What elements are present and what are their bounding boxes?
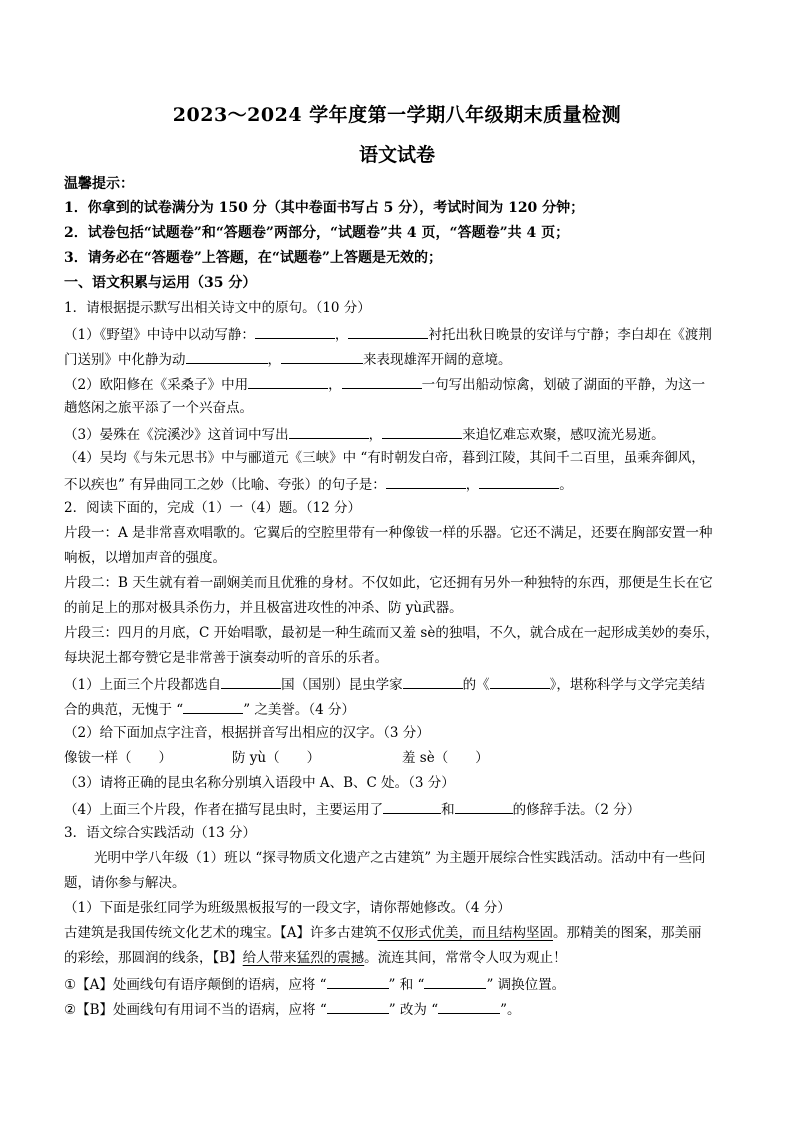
- q3-revision-1: ①【A】处画线句有语序颠倒的语病，应将 “ ” 和 “ ” 调换位置。: [64, 974, 738, 994]
- section-heading: 一、语文积累与运用（35 分）: [64, 275, 257, 291]
- q1-part4-line2: 不以疾也” 有异曲同工之妙（比喻、夸张）的句子是： ， 。: [64, 474, 738, 494]
- exam-subtitle: 语文试卷: [358, 144, 435, 166]
- exam-title: 2023～2024 学年度第一学期八年级期末质量检测: [172, 104, 622, 126]
- q1-part1-line1: （1）《野望》中诗中以动写静： ， 衬托出秋日晚景的安详与宁静；李白却在《渡荆: [64, 324, 738, 344]
- q2-sub1-line1: （1）上面三个片段都选自 国（国别）昆虫学家 的《 》，堪称科学与文学完美结: [64, 674, 738, 694]
- answer-blank[interactable]: [386, 474, 466, 489]
- answer-blank[interactable]: [255, 324, 335, 339]
- q3-stem: 3．语文综合实践活动（13 分）: [64, 825, 257, 841]
- q1-part2-line1: （2）欧阳修在《采桑子》中用 ， 一句写出船动惊禽，划破了湖面的平静，为这一: [64, 374, 738, 394]
- q2-stem: 2．阅读下面的，完成（1）一（4）题。（12 分）: [64, 500, 361, 516]
- answer-blank[interactable]: [186, 349, 268, 364]
- q2-fragment3-line1: 片段三：四月的月底，C 开始唱歌，最初是一种生疏而又羞 sè的独唱，不久，就合成在一起形成美妙的奏乐，: [64, 625, 719, 641]
- tips-item-1: 1．你拿到的试卷满分为 150 分（其中卷面书写占 5 分），考试时间为 120 分钟；: [64, 200, 585, 216]
- underlined-sentence-b: 给人带来猛烈的震撼: [242, 950, 365, 966]
- pinyin-item-3: 羞 sè（ ）: [402, 750, 489, 766]
- q2-sub4: （4）上面三个片段，作者在描写昆虫时，主要运用了 和 的修辞手法。（2 分）: [64, 799, 738, 819]
- answer-blank[interactable]: [382, 424, 462, 439]
- q1-part1-line2: 门送别》中化静为动 ， 来表现雄浑开阔的意境。: [64, 349, 738, 369]
- answer-blank[interactable]: [183, 699, 243, 714]
- q2-fragment3-line2: 每块泥土都夸赞它是非常善于演奏动听的音乐的乐者。: [64, 650, 388, 666]
- q1-part2-line2: 趟悠闲之旅平添了一个兴奋点。: [64, 400, 253, 416]
- answer-blank[interactable]: [424, 974, 486, 989]
- answer-blank[interactable]: [348, 324, 428, 339]
- answer-blank[interactable]: [327, 974, 389, 989]
- q2-sub3: （3）请将正确的昆虫名称分别填入语段中 A、B、C 处。（3 分）: [64, 775, 455, 791]
- q2-fragment1-line2: 响板，以增加声音的强度。: [64, 550, 226, 566]
- tips-item-2: 2．试卷包括“试题卷”和“答题卷”两部分，“试题卷”共 4 页，“答题卷”共 4 页；: [64, 225, 570, 241]
- answer-blank[interactable]: [221, 674, 281, 689]
- q2-sub2: （2）给下面加点字注音，根据拼音写出相应的汉字。（3 分）: [64, 725, 430, 741]
- tips-item-3: 3．请务必在“答题卷”上答题，在“试题卷”上答题是无效的；: [64, 250, 442, 266]
- answer-blank[interactable]: [281, 349, 363, 364]
- q1-stem: 1．请根据提示默写出相关诗文中的原句。（10 分）: [64, 300, 371, 316]
- pinyin-item-1: 像钹一样（ ）: [64, 750, 172, 766]
- answer-blank[interactable]: [248, 374, 328, 389]
- answer-blank[interactable]: [327, 999, 389, 1014]
- answer-blank[interactable]: [479, 474, 559, 489]
- q3-intro-line1: 光明中学八年级（1）班以 “探寻物质文化遗产之古建筑” 为主题开展综合性实践活动。活动中有一些问: [94, 850, 706, 866]
- q3-sub1: （1）下面是张红同学为班级黑板报写的一段文字，请你帮她修改。（4 分）: [64, 900, 511, 916]
- q2-fragment2-line1: 片段二：B 天生就有着一副娴美而且优雅的身材。不仅如此，它还拥有另外一种独特的东西，那便是生长在它: [64, 575, 713, 591]
- answer-blank[interactable]: [403, 674, 463, 689]
- answer-blank[interactable]: [438, 999, 500, 1014]
- q2-fragment2-line2: 的前足上的那对极具杀伤力，并且极富进攻性的冲杀、防 yù武器。: [64, 600, 463, 616]
- q2-fragment1-line1: 片段一：A 是非常喜欢唱歌的。它翼后的空腔里带有一种像钹一样的乐器。它还不满足，还要在胸部安置一种: [64, 525, 713, 541]
- answer-blank[interactable]: [383, 799, 441, 814]
- q3-revision-2: ②【B】处画线句有用词不当的语病，应将 “ ” 改为 “ ”。: [64, 999, 738, 1019]
- underlined-sentence-a: 不仅形式优美，而且结构坚固: [377, 925, 553, 941]
- q3-intro-line2: 题，请你参与解决。: [64, 875, 186, 891]
- q3-paragraph-line2: 的彩绘，那圆润的线条，【B】给人带来猛烈的震撼。流连其间，常常令人叹为观止！: [64, 950, 567, 966]
- pinyin-item-2: 防 yù（ ）: [232, 750, 321, 766]
- q2-sub1-line2: 合的典范，无愧于 “ ” 之美誉。（4 分）: [64, 699, 738, 719]
- answer-blank[interactable]: [289, 424, 369, 439]
- answer-blank[interactable]: [490, 674, 550, 689]
- q3-paragraph-line1: 古建筑是我国传统文化艺术的瑰宝。【A】许多古建筑不仅形式优美，而且结构坚固。那精美的图案，那美丽: [64, 925, 702, 941]
- q1-part4-line1: （4）吴均《与朱元思书》中与郦道元《三峡》中 “有时朝发白帝，暮到江陵，其间千二百里，虽乘奔御风，: [64, 450, 705, 466]
- q2-pinyin-row: [64, 749, 738, 767]
- q1-part3: （3）晏殊在《浣溪沙》这首词中写出 ， 来追忆难忘欢聚，感叹流光易逝。: [64, 424, 738, 444]
- answer-blank[interactable]: [455, 799, 513, 814]
- tips-heading: 温馨提示：: [64, 176, 134, 192]
- answer-blank[interactable]: [342, 374, 422, 389]
